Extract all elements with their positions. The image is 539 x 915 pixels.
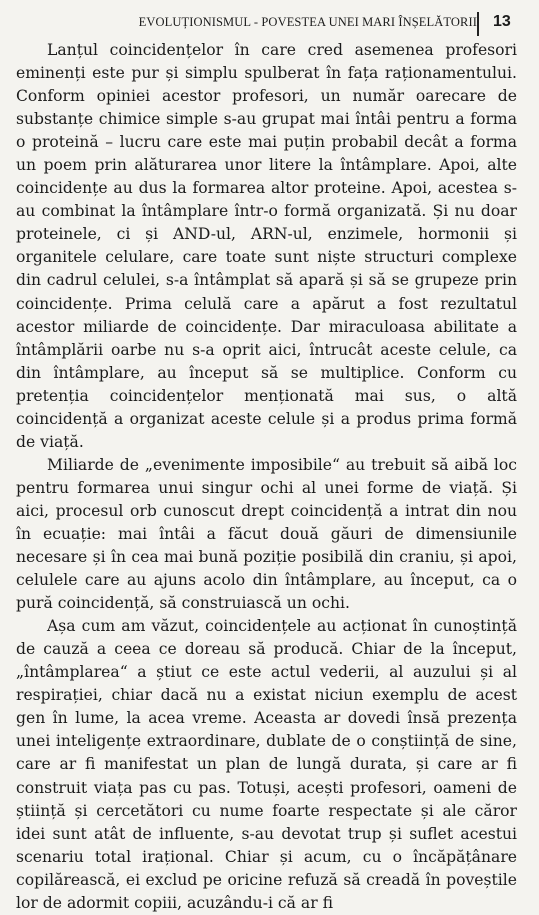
paragraph: Miliarde de „evenimente imposibile“ au trebuit să aibă loc pentru formarea unui singur ochi al unei forme de viață. Și aici, procesul orb cunoscut drept coincidență a intrat din nou în ecuație: mai întâi a făcut două găuri de dimensiunile necesare și în cea mai bună poziție posibilă din craniu, și apoi, celulele care au ajuns acolo din întâmplare, au început, ca o pură coincidență, să construiască un ochi. <box>16 455 517 613</box>
paragraph: Lanțul coincidențelor în care cred asemenea profesori eminenți este pur și simplu spulberat în fața raționamentului. Conform opiniei acestor profesori, un număr oarecare de substanțe chimice simple s-au grupat mai întâi pentru a forma o proteină – lucru care este mai puțin probabil decât a forma un poem prin alăturarea unor litere la întâmplare. Apoi, alte coincidențe au dus la formarea altor proteine. Apoi, acestea s-au combinat la întâmplare într-o formă organizată. Și nu doar proteinele, ci și AND-ul, ARN-ul, enzimele, hormonii și organitele celulare, care toate sunt niște structuri complexe din cadrul celulei, s-a întâmplat să apară și să se grupeze prin coincidențe. Prima celulă care a apărut a fost rezultatul acestor miliarde de coincidențe. Dar miraculoasa abilitate a întâmplării oarbe nu s-a oprit aici, întrucât aceste celule, ca din întâmplare, au început să se multiplice. Conform cu pretenția coincidențelor menționată mai sus, o altă coincidență a organizat aceste celule și a produs prima formă de viață. <box>16 41 517 451</box>
paragraph: Așa cum am văzut, coincidențele au acționat în cunoștință de cauză a ceea ce doreau să producă. Chiar de la început, „întâmplarea“ a știut ce este actul vederii, al auzului și al respirației, chiar dacă nu a existat niciun exemplu de acest gen în lume, la acea vreme. Aceasta ar dovedi însă prezența unei inteligențe extraordinare, dublate de o conștiință de sine, care ar fi manifestat un plan de lungă durata, și care ar fi construit viața pas cu pas. Totuși, acești profesori, oameni de știință și cercetători cu nume foarte respectate și ale căror idei sunt atât de influente, s-au devotat trup și suflet acestui scenariu total irațional. Chiar și acum, cu o încăpățânare copilărească, ei exclud pe oricine refuză să creadă în poveștile lor de adormit copiii, acuzându-i că ar fi <box>16 617 517 912</box>
running-header <box>0 12 539 36</box>
header-divider <box>477 12 479 36</box>
page-number: 13 <box>493 13 511 30</box>
body-text <box>16 39 517 915</box>
header-title: EVOLUȚIONISMUL - POVESTEA UNEI MARI ÎNȘELĂTORII <box>138 15 477 29</box>
